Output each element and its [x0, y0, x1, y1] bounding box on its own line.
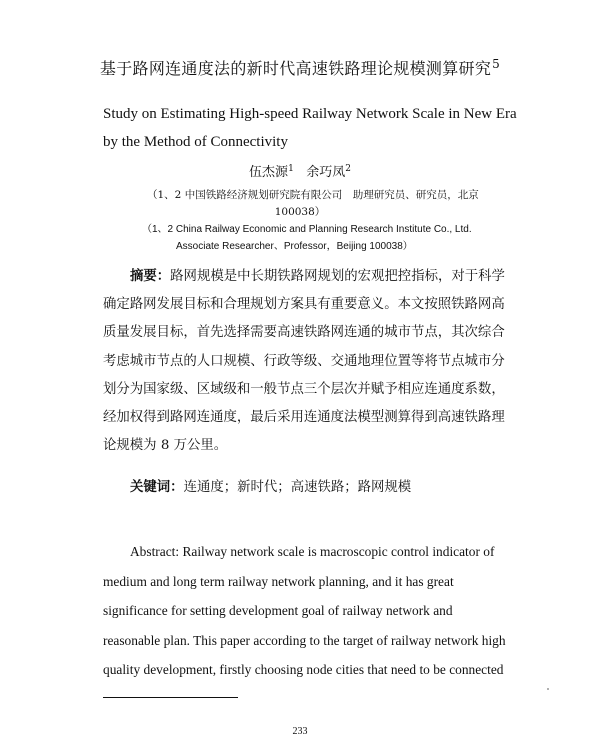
keyword-item: 新时代 [237, 480, 278, 495]
affiliation-english-line-1: （1、2 China Railway Economic and Planning Research Institute Co., Ltd. [142, 224, 472, 235]
abstract-english-line: quality development, firstly choosing node cities that need to be connected [103, 662, 504, 677]
paper-title-english-line-2: by the Method of Connectivity [103, 134, 288, 150]
abstract-english [103, 537, 506, 685]
affiliation-chinese-line-1: （1、2 中国铁路经济规划研究院有限公司 助理研究员、研究员，北京 [147, 189, 479, 201]
abstract-english-label: Abstract: [130, 544, 180, 559]
title-footnote-mark: 5 [492, 57, 501, 71]
abstract-chinese-line: 论规模为 8 万公里。 [103, 438, 228, 454]
abstract-chinese-line: 经加权得到路网连通度，最后采用连通度法模型测算得到高速铁路理 [103, 410, 505, 426]
affiliation-chinese-line-2: 100038） [274, 206, 326, 218]
keywords-chinese [130, 476, 411, 495]
keyword-separator: ； [277, 480, 291, 495]
abstract-english-text: Railway network scale is macroscopic control indicator of [182, 544, 495, 559]
affiliation-english-line-2: Associate Researcher、Professor，Beijing 100038） [176, 241, 413, 252]
paper-title-english-line-1: Study on Estimating High-speed Railway Network Scale in New Era [103, 106, 517, 122]
abstract-chinese-line: 质量发展目标，首先选择需要高速铁路网连通的城市节点，其次综合 [103, 325, 505, 341]
author-list [0, 161, 600, 180]
keyword-item: 路网规模 [357, 480, 412, 495]
author-mark: 2 [345, 164, 351, 174]
page-number: 233 [292, 726, 308, 737]
author-name: 余巧凤 [306, 165, 346, 180]
paper-title-chinese-text: 基于路网连通度法的新时代高速铁路理论规模测算研究 [99, 59, 492, 78]
abstract-chinese-text: 路网规模是中长期铁路网规划的宏观把控指标，对于科学 [170, 269, 505, 284]
scan-speck [547, 688, 549, 690]
abstract-chinese-label: 摘要： [130, 268, 171, 284]
abstract-english-line: reasonable plan. This paper according to the target of railway network high [103, 632, 506, 648]
footnote-separator [103, 697, 238, 698]
author-name: 伍杰源 [249, 165, 289, 180]
abstract-chinese-line: 考虑城市节点的人口规模、行政等级、交通地理位置等将节点城市分 [103, 353, 505, 369]
abstract-chinese-line [103, 262, 503, 291]
abstract-english-line: medium and long term railway network planning, and it has great [103, 573, 454, 589]
paper-title-chinese [0, 56, 600, 79]
author-mark: 1 [288, 164, 294, 174]
keyword-separator: ； [223, 480, 238, 495]
keyword-separator: ； [344, 480, 358, 495]
abstract-chinese-line: 确定路网发展目标和合理规划方案具有重要意义。本文按照铁路网高 [103, 297, 505, 313]
abstract-chinese [103, 262, 503, 460]
abstract-chinese-line: 划分为国家级、区域级和一般节点三个层次并赋予相应连通度系数， [103, 381, 505, 397]
keywords-label: 关键词： [130, 479, 184, 495]
keyword-item: 连通度 [183, 480, 224, 495]
keyword-item: 高速铁路 [290, 480, 345, 495]
abstract-english-line: significance for setting development goal of railway network and [103, 603, 453, 618]
abstract-english-line [103, 537, 503, 567]
